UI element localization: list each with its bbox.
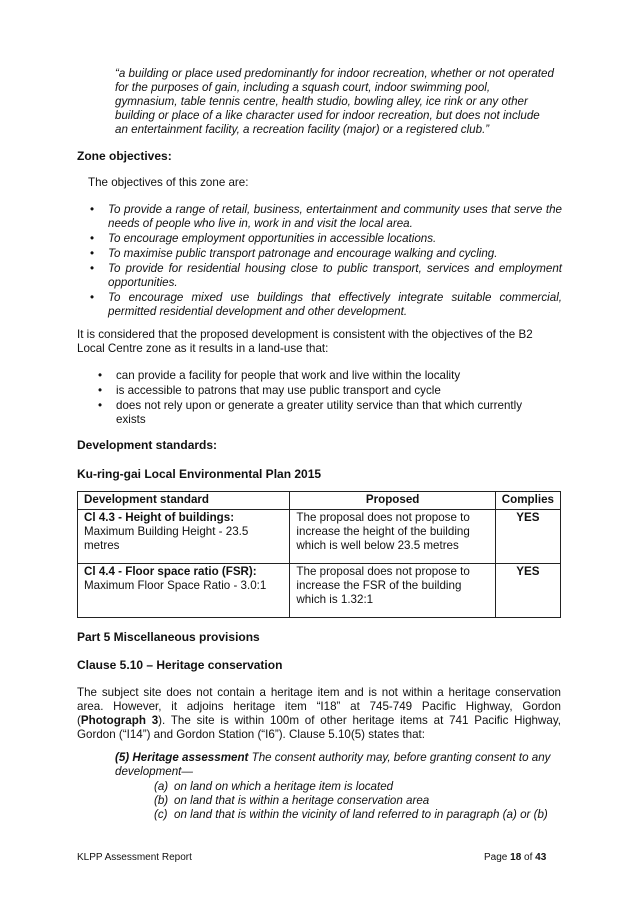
table-row xyxy=(78,510,561,564)
col-header-standard: Development standard xyxy=(78,492,290,510)
complies-cell: YES xyxy=(495,564,560,618)
standard-cell xyxy=(78,564,290,618)
sub-item-text: on land that is within a heritage conservation area xyxy=(174,794,430,807)
standard-cell xyxy=(78,510,290,564)
zone-objectives-list xyxy=(88,203,562,320)
table-header-row xyxy=(78,492,561,510)
assessment-label: (5) Heritage assessment xyxy=(115,751,249,764)
list-item: • To encourage employment opportunities in accessible locations. xyxy=(88,232,562,246)
list-item: • To provide a range of retail, business, entertainment and community uses that serve the needs of people who live in, work in and visit the local area. xyxy=(88,203,562,231)
photograph-reference: Photograph 3 xyxy=(80,714,159,727)
col-header-proposed: Proposed xyxy=(290,492,495,510)
list-item: • does not rely upon or generate a greater utility service than that which currently exists xyxy=(96,399,546,427)
sub-item-number: (b) xyxy=(154,794,169,807)
zone-objectives-heading: Zone objectives: xyxy=(77,149,172,163)
footer-page-number xyxy=(484,852,546,863)
heritage-text-1: The subject site does not contain a heritage item and is not within a heritage conservation area. However, it adjoins heritage item “I18” at 745-749 Pacific Highway, Gordon ( xyxy=(77,686,561,727)
standard-detail: Maximum Floor Space Ratio - 3.0:1 xyxy=(84,579,267,592)
sub-item xyxy=(154,780,393,794)
list-item: • can provide a facility for people that work and live within the locality xyxy=(96,369,546,383)
footer-report-title: KLPP Assessment Report xyxy=(77,852,192,863)
standard-title: Cl 4.3 - Height of buildings: xyxy=(84,511,235,524)
clause-heading: Clause 5.10 – Heritage conservation xyxy=(77,658,283,672)
col-header-complies: Complies xyxy=(495,492,560,510)
standards-table xyxy=(77,491,561,618)
consistency-paragraph: It is considered that the proposed development is consistent with the objectives of the B2 Local Centre zone as it results in a land-use that: xyxy=(77,328,533,355)
list-item: • is accessible to patrons that may use public transport and cycle xyxy=(96,384,546,398)
standard-title: Cl 4.4 - Floor space ratio (FSR): xyxy=(84,565,257,578)
table-row xyxy=(78,564,561,618)
page-total: 43 xyxy=(535,852,547,863)
zone-objectives-intro: The objectives of this zone are: xyxy=(88,176,249,189)
sub-item xyxy=(154,808,548,822)
standard-detail: Maximum Building Height - 23.5 metres xyxy=(84,525,249,552)
page-current: 18 xyxy=(510,852,522,863)
heritage-paragraph xyxy=(77,686,561,742)
list-item: • To provide for residential housing close to public transport, services and employment opportunities. xyxy=(88,262,562,290)
heritage-text-2: ). The site is within 100m of other heritage items at 741 Pacific Highway, Gordon (“I14”) and Gordon Station (“I6”). Clause 5.10(5) states that: xyxy=(77,714,561,741)
page-label: Page xyxy=(484,852,508,863)
sub-item-number: (a) xyxy=(154,780,169,793)
proposed-cell: The proposal does not propose to increase the height of the building which is well below 23.5 metres xyxy=(290,510,495,564)
sub-item-text: on land that is within the vicinity of land referred to in paragraph (a) or (b) xyxy=(174,808,548,821)
heritage-assessment-quote xyxy=(115,751,563,779)
list-item: • To encourage mixed use buildings that effectively integrate suitable commercial, permitted residential development and other development. xyxy=(88,291,562,319)
sub-item-text: on land on which a heritage item is located xyxy=(174,780,394,793)
part5-heading: Part 5 Miscellaneous provisions xyxy=(77,630,260,644)
consistency-list xyxy=(96,369,546,428)
definition-quote: “a building or place used predominantly for indoor recreation, whether or not operated for the purposes of gain, including a squash court, indoor swimming pool, gymnasium, table tennis centre, health studio, bowling alley, ice rink or any other building or place of a like character used for indoor recreation, but does not include an entertainment facility, a recreation facility (major) or a registered club.” xyxy=(115,67,554,136)
sub-item xyxy=(154,794,429,808)
sub-item-number: (c) xyxy=(154,808,168,821)
list-item: • To maximise public transport patronage and encourage walking and cycling. xyxy=(88,247,562,261)
proposed-cell: The proposal does not propose to increase the FSR of the building which is 1.32:1 xyxy=(290,564,495,618)
plan-heading: Ku-ring-gai Local Environmental Plan 2015 xyxy=(77,467,322,481)
assessment-text: The consent authority may, before granting consent to any development— xyxy=(115,751,551,778)
development-standards-heading: Development standards: xyxy=(77,438,218,452)
page-of: of xyxy=(524,852,533,863)
complies-cell: YES xyxy=(495,510,560,564)
